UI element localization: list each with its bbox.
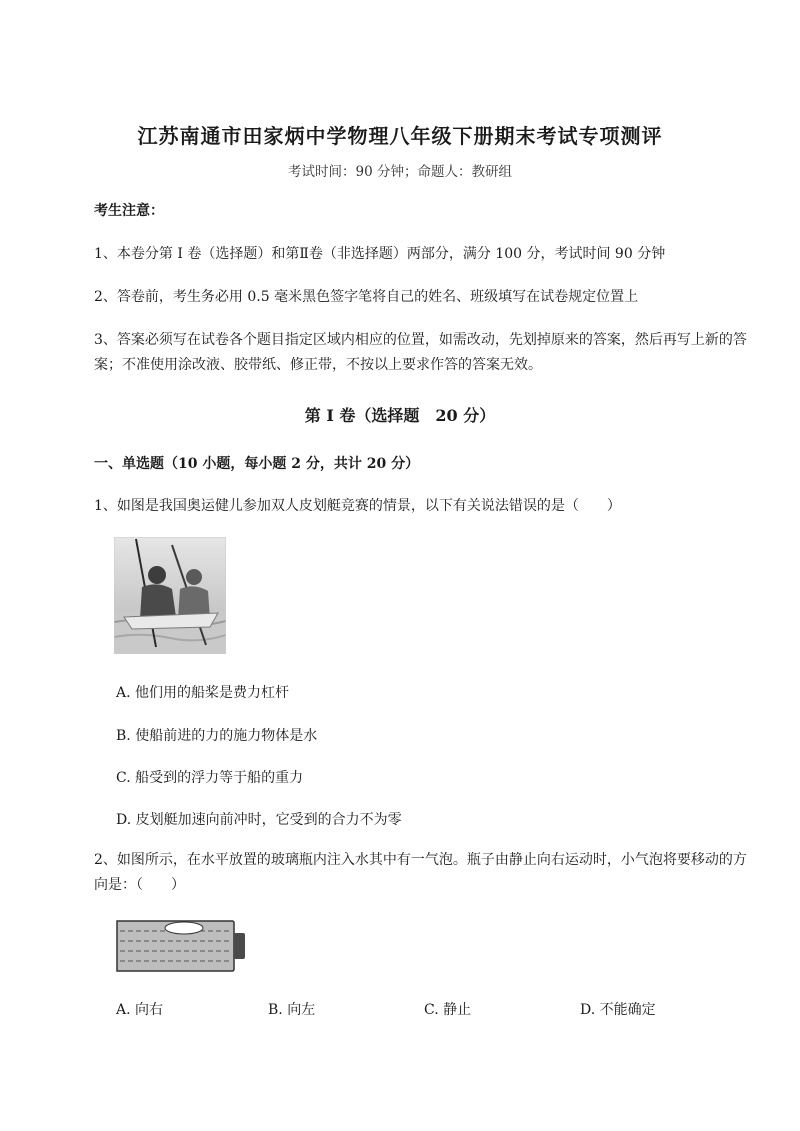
document-title: 江苏南通市田家炳中学物理八年级下册期末考试专项测评 [137,124,663,148]
bottle-diagram [114,918,248,974]
question-1-option-c[interactable]: C. 船受到的浮力等于船的重力 [116,770,304,786]
notice-item-1: 1、本卷分第 I 卷（选择题）和第Ⅱ卷（非选择题）两部分，满分 100 分，考试时间 90 分钟 [94,246,666,262]
question-2-option-c[interactable]: C. 静止 [424,1002,472,1018]
question-1-option-b[interactable]: B. 使船前进的力的施力物体是水 [116,728,318,744]
part-heading: 一、单选题（10 小题，每小题 2 分，共计 20 分） [94,456,420,472]
document-subtitle: 考试时间：90 分钟；命题人：教研组 [288,164,512,180]
notice-heading: 考生注意： [94,203,164,219]
kayak-photo [114,537,226,654]
notice-item-3: 3、答案必须写在试卷各个题目指定区域内相应的位置，如需改动，先划掉原来的答案，然后再写上新的答案；不准使用涂改液、胶带纸、修正带，不按以上要求作答的答案无效。 [94,332,747,373]
kayak-photo-graphic [114,537,226,654]
question-1-option-a[interactable]: A. 他们用的船桨是费力杠杆 [116,685,290,701]
question-1-stem: 1、如图是我国奥运健儿参加双人皮划艇竞赛的情景，以下有关说法错误的是（ ） [94,498,621,514]
question-2-option-d[interactable]: D. 不能确定 [580,1002,656,1018]
notice-item-2: 2、答卷前，考生务必用 0.5 毫米黑色签字笔将自己的姓名、班级填写在试卷规定位置上 [94,289,639,305]
question-2-option-a[interactable]: A. 向右 [116,1002,164,1018]
section-title: 第 I 卷（选择题 20 分） [304,406,496,425]
question-2-option-b[interactable]: B. 向左 [268,1002,316,1018]
question-2-stem: 2、如图所示，在水平放置的玻璃瓶内注入水其中有一气泡。瓶子由静止向右运动时，小气泡将要移动的方向是：（ ） [94,852,747,893]
bottle-graphic [114,918,248,974]
question-1-option-d[interactable]: D. 皮划艇加速向前冲时，它受到的合力不为零 [116,812,402,828]
